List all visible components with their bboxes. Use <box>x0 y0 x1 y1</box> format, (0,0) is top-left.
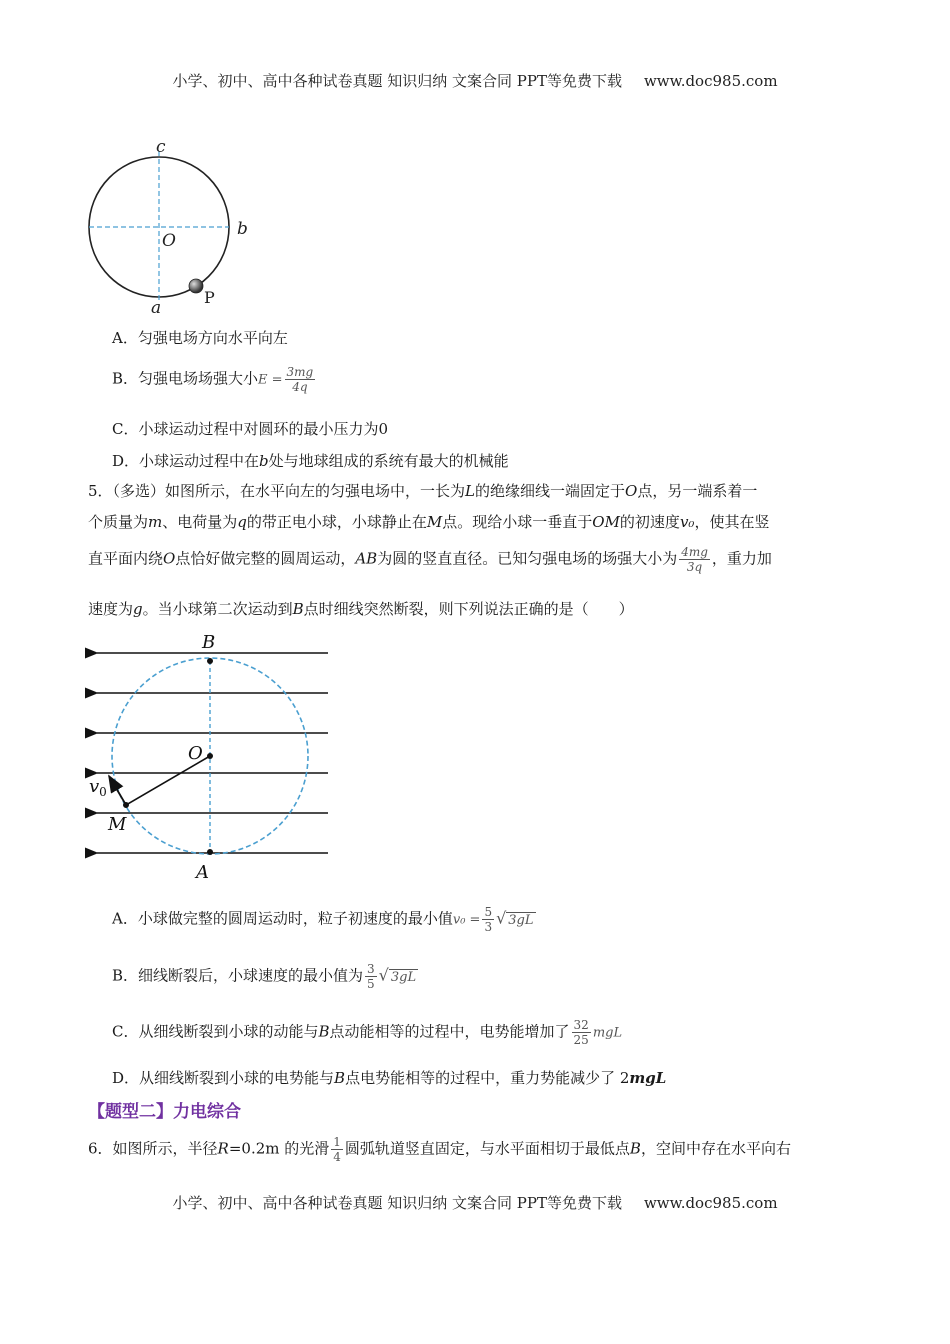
q4-option-d-text2: 处与地球组成的系统有最大的机械能 <box>268 452 509 470</box>
label-o: O <box>188 743 203 764</box>
t: =0.2m 的光滑 <box>228 1139 330 1158</box>
frac <box>365 962 377 991</box>
page-footer <box>0 1192 950 1213</box>
field-lines <box>97 653 328 853</box>
point-a <box>207 849 213 855</box>
page-header <box>0 70 950 91</box>
t: 点时细线突然断裂，则下列说法正确的是（ ） <box>303 600 634 618</box>
q4-option-d <box>112 450 509 471</box>
var-b: B <box>629 1139 641 1158</box>
frac <box>331 1135 343 1164</box>
q5-line1 <box>88 480 757 501</box>
var-m-point: M <box>426 513 443 531</box>
frac <box>482 905 494 934</box>
frac-num: 5 <box>484 905 493 919</box>
q4-option-b <box>112 365 317 394</box>
q4-option-b-lhs: E = <box>258 372 283 388</box>
label-b: B <box>202 632 216 653</box>
t: 直平面内绕 <box>88 549 164 568</box>
footer-site: www.doc985.com <box>643 1194 778 1212</box>
t: 的初速度 <box>619 513 680 531</box>
t: A．小球做完整的圆周运动时，粒子初速度的最小值 <box>112 909 453 928</box>
frac <box>572 1018 591 1047</box>
label-c: c <box>156 137 166 157</box>
q4-option-d-var: b <box>259 452 269 470</box>
q5-frac-field <box>679 545 710 574</box>
ball-p <box>189 279 203 293</box>
t: 速度为 <box>88 600 134 618</box>
label-m: M <box>108 814 127 835</box>
frac-den: 3q <box>679 559 710 574</box>
label-o: O <box>162 231 176 251</box>
sqrt-body: 3gL <box>508 912 534 928</box>
sqrt-sign: √ <box>496 908 507 928</box>
t: 的绝缘细线一端固定于 <box>475 482 626 500</box>
q5-option-c <box>112 1018 622 1047</box>
var-ab: AB <box>355 549 378 568</box>
section-title: 【题型二】力电综合 <box>88 1102 241 1122</box>
tail: mgL <box>629 1069 667 1087</box>
q5-line4 <box>88 598 634 619</box>
sqrt-sign: √ <box>378 965 389 985</box>
q5-option-d <box>112 1067 666 1088</box>
label-a: A <box>196 862 209 883</box>
var-g: g <box>133 600 143 618</box>
t: 为圆的竖直直径。已知匀强电场的场强大小为 <box>377 549 678 568</box>
t: 。当小球第二次运动到 <box>142 600 293 618</box>
t: C．从细线断裂到小球的动能与 <box>112 1022 319 1041</box>
var-b: B <box>292 600 304 618</box>
q4-option-a: A．匀强电场方向水平向左 <box>112 329 288 347</box>
frac-den: 25 <box>573 1033 589 1047</box>
figure-ring-diagram <box>80 135 260 320</box>
t: 点。现给小球一垂直于 <box>442 513 593 531</box>
frac-num: 1 <box>333 1135 341 1149</box>
header-site: www.doc985.com <box>643 72 778 90</box>
var-b: B <box>318 1022 330 1041</box>
t: ，重力加 <box>711 549 772 568</box>
t: 点电势能相等的过程中，重力势能减少了 2 <box>345 1069 630 1087</box>
frac-num: 3mg <box>286 365 314 379</box>
t: B．细线断裂后，小球速度的最小值为 <box>112 966 364 985</box>
var-v0: v₀ <box>679 513 695 531</box>
var-m: m <box>148 513 163 531</box>
label-p: P <box>204 288 215 307</box>
var-o: O <box>625 482 638 500</box>
t: 、电荷量为 <box>162 513 238 531</box>
lhs: v₀ = <box>452 912 481 928</box>
frac-den: 4 <box>333 1150 341 1164</box>
t: 个质量为 <box>88 513 149 531</box>
t: 点，另一端系着一 <box>637 482 758 500</box>
t: 点动能相等的过程中，电势能增加了 <box>329 1022 570 1041</box>
frac-den: 5 <box>367 977 375 991</box>
q5-option-a <box>112 905 536 934</box>
t: 点恰好做完整的圆周运动， <box>175 549 356 568</box>
q5-option-b <box>112 962 418 991</box>
var-o: O <box>163 549 176 568</box>
footer-text: 小学、初中、高中各种试卷真题 知识归纳 文案合同 PPT等免费下载 <box>172 1194 622 1212</box>
q4-option-c: C．小球运动过程中对圆环的最小压力为0 <box>112 420 389 438</box>
label-v0: $v_0$ <box>89 776 107 799</box>
t: ，使其在竖 <box>694 513 770 531</box>
t: ，空间中存在水平向右 <box>640 1139 791 1158</box>
frac-num: 32 <box>573 1018 589 1032</box>
q5-line2 <box>88 511 769 532</box>
frac-den: 3 <box>484 920 493 934</box>
var-l: L <box>465 482 476 500</box>
q5-line3 <box>88 545 772 574</box>
q4-option-d-text1: D．小球运动过程中在 <box>112 452 260 470</box>
q4-option-b-frac <box>285 365 316 394</box>
label-b: b <box>237 219 248 239</box>
var-b: B <box>334 1069 346 1087</box>
t: 5．（多选）如图所示，在水平向左的匀强电场中，一长为 <box>88 482 466 500</box>
frac-num: 3 <box>367 962 375 976</box>
label-a: a <box>151 298 162 318</box>
t: 的带正电小球，小球静止在 <box>246 513 427 531</box>
frac-den: 4q <box>285 379 316 394</box>
tail: mgL <box>592 1025 623 1041</box>
q6-line1 <box>88 1135 791 1164</box>
figure-field-circle <box>85 628 335 884</box>
velocity-arrow <box>109 776 126 805</box>
var-r: R <box>217 1139 229 1158</box>
sqrt-body: 3gL <box>390 969 417 985</box>
t: D．从细线断裂到小球的电势能与 <box>112 1069 335 1087</box>
frac-num: 4mg <box>681 545 708 559</box>
point-b <box>207 658 213 664</box>
q4-option-b-text: B．匀强电场场强大小 <box>112 369 259 388</box>
var-q: q <box>237 513 247 531</box>
var-om: OM <box>592 513 620 531</box>
header-text: 小学、初中、高中各种试卷真题 知识归纳 文案合同 PPT等免费下载 <box>172 72 622 90</box>
t: 圆弧轨道竖直固定，与水平面相切于最低点 <box>344 1139 630 1158</box>
t: 6．如图所示，半径 <box>88 1139 218 1158</box>
